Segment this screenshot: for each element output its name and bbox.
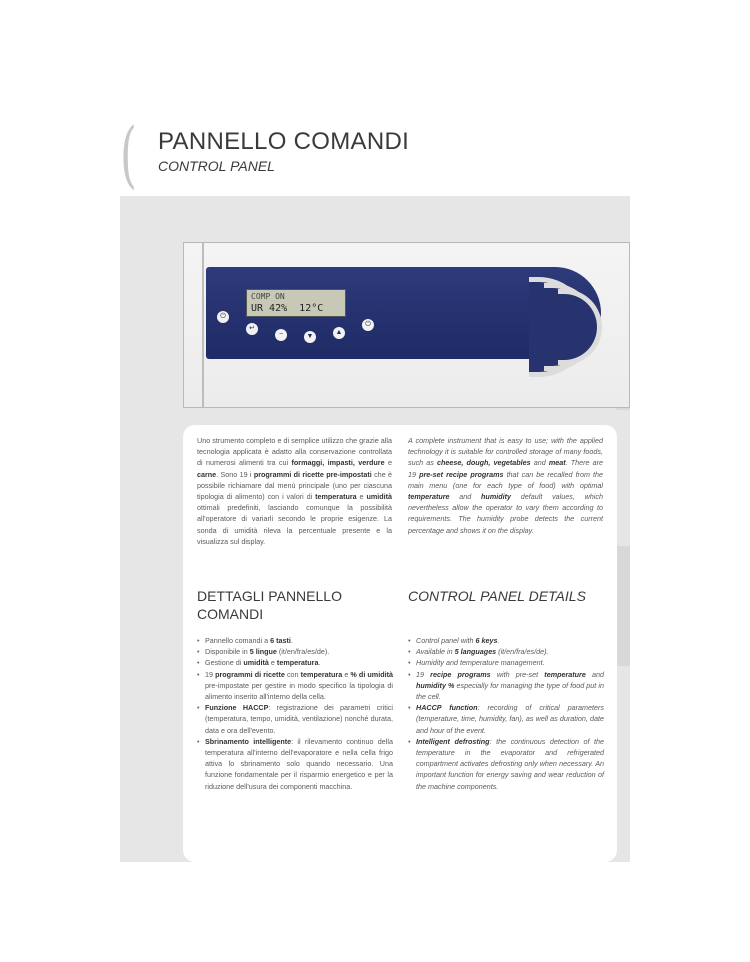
minus-icon[interactable]: − [275, 329, 287, 341]
bold-text: 5 languages [454, 647, 497, 657]
detail-item [408, 635, 604, 646]
bracket-decoration: ( [120, 112, 137, 196]
text-run: and [449, 492, 482, 502]
power-icon[interactable]: ⏻ [217, 311, 229, 323]
detail-item [197, 646, 393, 657]
detail-item [197, 657, 393, 668]
lcd-display [246, 289, 346, 317]
bold-text: Sbrinamento intelligente [205, 736, 292, 746]
text-run: and [585, 669, 604, 679]
control-panel-photo [183, 242, 630, 408]
page-title-english: CONTROL PANEL [158, 158, 275, 174]
bold-text: HACCP function [416, 703, 478, 713]
text-run: e [342, 669, 351, 679]
bold-text: % di umidità [350, 669, 393, 679]
text-run: Available in [416, 647, 455, 657]
lcd-humidity: UR 42% [251, 303, 288, 314]
text-run: con [284, 669, 301, 679]
text-run: A complete instrument that is easy to use; with the applied technology it is suitable for controlled storage of many foods, such as [408, 436, 603, 468]
text-run: ottimali predefiniti, lasciando comunque la possibilità all'operatore di variarli secondo le proprie esigenze. La sonda di umidità rileva la percentuale presente e la visualizza sul display. [197, 503, 392, 546]
lcd-temperature: 12°C [299, 303, 324, 314]
bold-text: Funzione HACCP [205, 703, 269, 713]
intro-english [408, 435, 603, 536]
text-run: Disponibile in [205, 647, 250, 657]
text-run: with pre-set [490, 669, 545, 679]
bold-text: 6 tasti [270, 636, 291, 645]
text-run: and [530, 458, 549, 468]
text-run: default values, which nevertheless allow the operator to vary them according to requirements. The humidity probe detects the current percentage and shows it on the display. [408, 492, 603, 535]
up-arrow-icon[interactable]: ▲ [333, 327, 345, 339]
text-run: . There are 19 [408, 458, 603, 479]
detail-item [408, 669, 604, 703]
detail-item [408, 736, 604, 792]
bold-text: programmi di ricette pre-impostati [253, 469, 372, 479]
background-stripe [616, 546, 630, 666]
text-run: e [384, 458, 392, 468]
text-run: . [290, 636, 293, 645]
detail-item [197, 736, 393, 792]
text-run: Humidity and temperature management. [416, 658, 545, 668]
detail-item [408, 646, 604, 657]
bold-text: temperature [408, 492, 450, 502]
text-run: Pannello comandi a [205, 636, 271, 645]
bold-text: temperatura [300, 669, 343, 679]
text-run: 19 [205, 669, 216, 679]
text-run: . [497, 636, 500, 645]
bold-text: humidity % [416, 680, 455, 690]
text-run: that can be recalled from the main menu (one for each type of food) with optimal [408, 469, 603, 490]
door-frame [202, 243, 204, 407]
text-run: . Sono 19 i [216, 469, 254, 479]
text-run: che è possibile richiamare dal menù principale (uno per ciascuna tipologia di alimento) con i valori di [197, 469, 392, 502]
bold-text: 6 keys [475, 636, 498, 645]
details-title-italian: DETTAGLI PANNELLO COMANDI [197, 588, 342, 622]
bold-text: temperature [544, 669, 586, 679]
bold-text: recipe programs [430, 669, 491, 679]
text-run: e [356, 492, 367, 502]
bold-text: 5 lingue [249, 647, 277, 657]
text-run: Gestione di [205, 658, 244, 668]
text-run: . [318, 658, 321, 668]
bold-text: formaggi, impasti, verdure [291, 458, 385, 468]
bold-text: pre-set recipe programs [419, 469, 504, 479]
down-arrow-icon[interactable]: ▼ [304, 331, 316, 343]
page-header [120, 112, 520, 196]
bold-text: umidità [366, 492, 392, 502]
text-run: Control panel with [416, 636, 476, 645]
detail-item [197, 635, 393, 646]
bold-text: temperatura [276, 658, 319, 668]
bold-text: umidità [243, 658, 269, 668]
text-run: : the continuous detection of the temperature in the evaporator and refrigerated compartment activates defrosting only when necessary. An important function for energy saving and wear reduction of the machine components. [416, 736, 604, 791]
text-run: (it/en/fra/es/de). [276, 647, 330, 657]
detail-item [408, 702, 604, 736]
bold-text: Intelligent defrosting [416, 736, 490, 746]
bold-text: programmi di ricette [215, 669, 285, 679]
bold-text: carne [197, 469, 217, 479]
intro-italian [197, 435, 392, 547]
text-run: Uno strumento completo e di semplice utilizzo che grazie alla tecnologia applicata è adatto alla conservazione controllata di numerosi alimenti tra cui [197, 436, 392, 468]
text-run: : il rilevamento continuo della temperatura all'interno dell'evaporatore e nella cella frigo attiva lo sbrinamento solo quando necessario. Una funzione fondamentale per il risparmio energetico e per la riduzione dell'usura dei componenti macchina. [205, 736, 393, 791]
detail-item [197, 669, 393, 703]
enter-icon[interactable]: ↵ [246, 323, 258, 335]
text-run: especially for managing the type of food put in the cell. [416, 680, 604, 702]
details-list-english [408, 635, 604, 792]
bold-text: cheese, dough, vegetables [436, 458, 531, 468]
bold-text: temperatura [315, 492, 357, 502]
text-run: 19 [416, 669, 431, 679]
description-card [183, 425, 617, 862]
text-run: (it/en/fra/es/de). [496, 647, 549, 657]
bold-text: meat [548, 458, 566, 468]
details-list-italian [197, 635, 393, 792]
lcd-status-line: COMP ON [251, 292, 285, 301]
details-title-english: CONTROL PANEL DETAILS [408, 588, 586, 604]
standby-icon[interactable]: ⏻ [362, 319, 374, 331]
detail-item [408, 657, 604, 668]
text-run: : registrazione dei parametri critici (temperatura, tempo, umidità, ventilazione) nonché durata, data e ora dell'evento. [205, 703, 394, 735]
text-run: : recording of critical parameters (temperature, time, humidity, fan), as well as duration, date and hour of the event. [416, 703, 604, 735]
bold-text: humidity [481, 492, 511, 502]
text-run: pre-impostate per gestire in modo specifico la tipologia di alimento inserito all'interno della cella. [205, 680, 393, 702]
lcd-readout-line [251, 302, 341, 315]
page-title-italian: PANNELLO COMANDI [158, 128, 410, 155]
detail-item [197, 702, 393, 736]
text-run: e [268, 658, 277, 668]
